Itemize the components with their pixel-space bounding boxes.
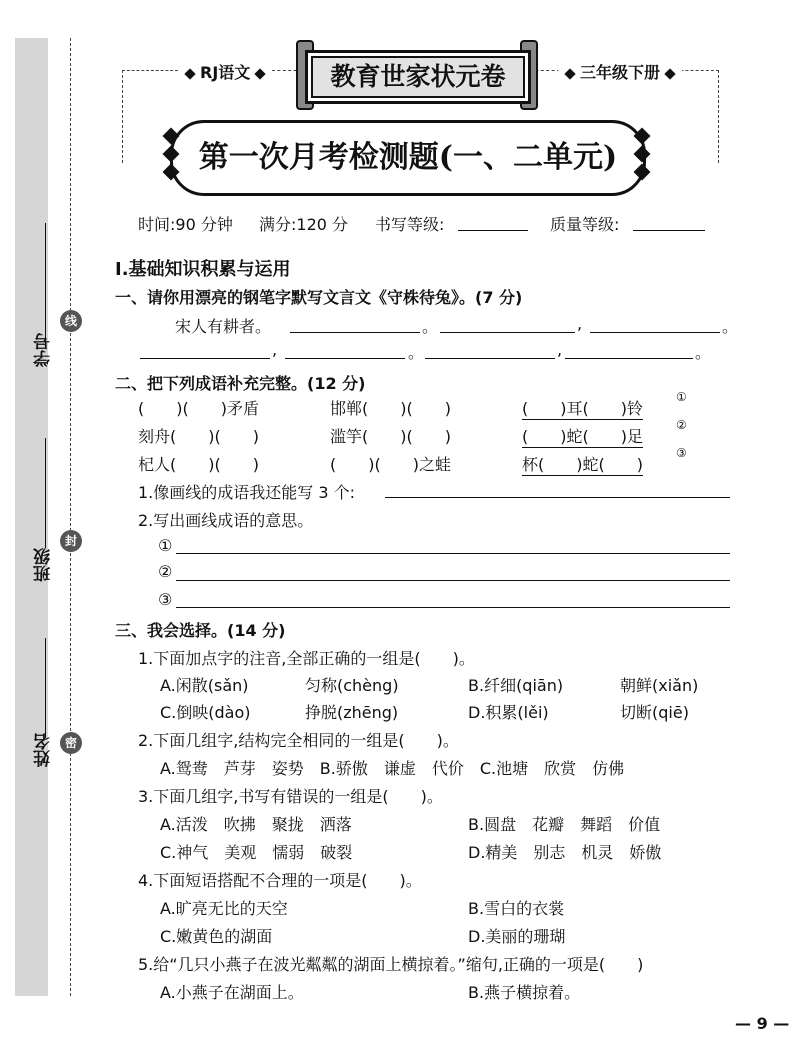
full-score-info: 满分:120 分	[259, 215, 349, 234]
header-frame-right	[660, 70, 719, 163]
diamond-icon	[664, 68, 675, 79]
q3-s1-D1[interactable]: D.积累(lěi)	[468, 703, 549, 722]
q3-s1-C1[interactable]: C.倒映(dào)	[160, 703, 251, 722]
seal-mi: 密	[60, 732, 82, 754]
q3-s3-A[interactable]: A.活泼 吹拂 聚拢 洒落	[160, 815, 352, 834]
q1-punct: ,	[272, 340, 278, 359]
quality-grade-field[interactable]	[633, 230, 705, 231]
diamond-icon	[564, 68, 575, 79]
idiom-2a[interactable]: 刻舟( )( )	[138, 427, 259, 446]
q1-punct: 。	[422, 317, 439, 336]
q1-blank-5[interactable]	[285, 358, 405, 359]
diamond-icon	[184, 68, 195, 79]
q3-s1-A2[interactable]: 匀称(chèng)	[305, 676, 399, 695]
meaning-num-1: ①	[158, 536, 173, 555]
q1-blank-7[interactable]	[565, 358, 693, 359]
subject-tag	[178, 60, 272, 83]
q1-heading: 一、请你用漂亮的钢笔字默写文言文《守株待兔》。(7 分)	[115, 288, 523, 307]
class-label: 班级	[34, 548, 54, 582]
q3-s5: 5.给“几只小燕子在波光粼粼的湖面上横掠着。”缩句,正确的一项是( )	[138, 955, 644, 974]
part1-heading: Ⅰ.基础知识积累与运用	[115, 259, 291, 280]
q2-heading: 二、把下列成语补充完整。(12 分)	[115, 374, 366, 393]
cut-line	[70, 38, 71, 996]
q3-s2: 2.下面几组字,结构完全相同的一组是( )。	[138, 731, 459, 750]
meaning-num-3: ③	[158, 590, 173, 609]
q3-s1: 1.下面加点字的注音,全部正确的一组是( )。	[138, 649, 475, 668]
idiom-num-2: ②	[676, 418, 687, 432]
grade-tag-text: 三年级下册	[580, 63, 661, 82]
q3-s1-B2[interactable]: 朝鲜(xiǎn)	[620, 676, 699, 695]
q1-punct: 。	[695, 343, 712, 362]
writing-grade-label: 书写等级:	[375, 215, 445, 234]
brand-banner: 教育世家状元卷	[305, 50, 531, 104]
q2-sub2: 2.写出画线成语的意思。	[138, 511, 314, 530]
diamond-icon	[255, 68, 266, 79]
q1-blank-3[interactable]	[590, 332, 720, 333]
subject-tag-text: RJ语文	[200, 63, 251, 82]
class-line	[45, 438, 46, 548]
q3-s4-A[interactable]: A.旷亮无比的天空	[160, 899, 288, 918]
idiom-1c[interactable]: ( )耳( )铃	[522, 396, 643, 420]
q1-punct: 。	[408, 343, 425, 362]
student-no-line	[45, 223, 46, 343]
grade-tag	[558, 60, 682, 83]
idiom-1b[interactable]: 邯郸( )( )	[330, 399, 451, 418]
q3-s1-C2[interactable]: 挣脱(zhēng)	[305, 703, 399, 722]
q3-s3: 3.下面几组字,书写有错误的一组是( )。	[138, 787, 443, 806]
idiom-num-3: ③	[676, 446, 687, 460]
q1-blank-4[interactable]	[140, 358, 270, 359]
q3-s3-B[interactable]: B.圆盘 花瓣 舞蹈 价值	[468, 815, 661, 834]
q3-s4-B[interactable]: B.雪白的衣裳	[468, 899, 565, 918]
page-title: 第一次月考检测题(一、二单元)	[170, 120, 646, 196]
meaning-num-2: ②	[158, 562, 173, 581]
student-no-label: 学号	[34, 333, 54, 367]
q3-s4-D[interactable]: D.美丽的珊瑚	[468, 927, 566, 946]
name-label: 姓名	[34, 733, 54, 767]
q1-punct: ,	[577, 314, 583, 333]
q1-blank-1[interactable]	[290, 332, 420, 333]
q1-punct: 。	[722, 317, 739, 336]
q1-blank-6[interactable]	[425, 358, 555, 359]
idiom-num-1: ①	[676, 390, 687, 404]
seal-feng: 封	[60, 530, 82, 552]
writing-grade-field[interactable]	[458, 230, 528, 231]
idiom-1a[interactable]: ( )( )矛盾	[138, 399, 259, 418]
q3-s1-A1[interactable]: A.闲散(sǎn)	[160, 676, 249, 695]
q3-s5-B[interactable]: B.燕子横掠着。	[468, 983, 581, 1002]
idiom-2c[interactable]: ( )蛇( )足	[522, 424, 643, 448]
idiom-2b[interactable]: 滥竽( )( )	[330, 427, 451, 446]
meaning-blank-1[interactable]	[176, 553, 730, 554]
q3-s2-options[interactable]: A.鸳鸯 芦芽 姿势 B.骄傲 谦虚 代价 C.池塘 欣赏 仿佛	[160, 759, 625, 778]
q1-blank-2[interactable]	[440, 332, 575, 333]
meaning-blank-2[interactable]	[176, 580, 730, 581]
q3-s4-C[interactable]: C.嫩黄色的湖面	[160, 927, 273, 946]
q2-sub1: 1.像画线的成语我还能写 3 个:	[138, 483, 356, 502]
time-info: 时间:90 分钟	[138, 215, 233, 234]
quality-grade-label: 质量等级:	[550, 215, 620, 234]
name-line	[45, 638, 46, 738]
seal-xian: 线	[60, 310, 82, 332]
q1-punct: ,	[557, 340, 563, 359]
q3-s1-B1[interactable]: B.纤细(qiān)	[468, 676, 564, 695]
q3-s5-A[interactable]: A.小燕子在湖面上。	[160, 983, 304, 1002]
idiom-3a[interactable]: 杞人( )( )	[138, 455, 259, 474]
idiom-3c[interactable]: 杯( )蛇( )	[522, 452, 643, 476]
q1-start: 宋人有耕者。	[175, 317, 272, 336]
meaning-blank-3[interactable]	[176, 607, 730, 608]
q2-sub1-blank[interactable]	[385, 497, 730, 498]
q3-s4: 4.下面短语搭配不合理的一项是( )。	[138, 871, 422, 890]
binding-strip	[15, 38, 54, 996]
page-number: — 9 —	[735, 1014, 790, 1033]
idiom-3b[interactable]: ( )( )之蛙	[330, 455, 451, 474]
q3-s3-D[interactable]: D.精美 别志 机灵 娇傲	[468, 843, 662, 862]
q3-heading: 三、我会选择。(14 分)	[115, 621, 286, 640]
q3-s1-D2[interactable]: 切断(qiē)	[620, 703, 689, 722]
q3-s3-C[interactable]: C.神气 美观 懦弱 破裂	[160, 843, 353, 862]
